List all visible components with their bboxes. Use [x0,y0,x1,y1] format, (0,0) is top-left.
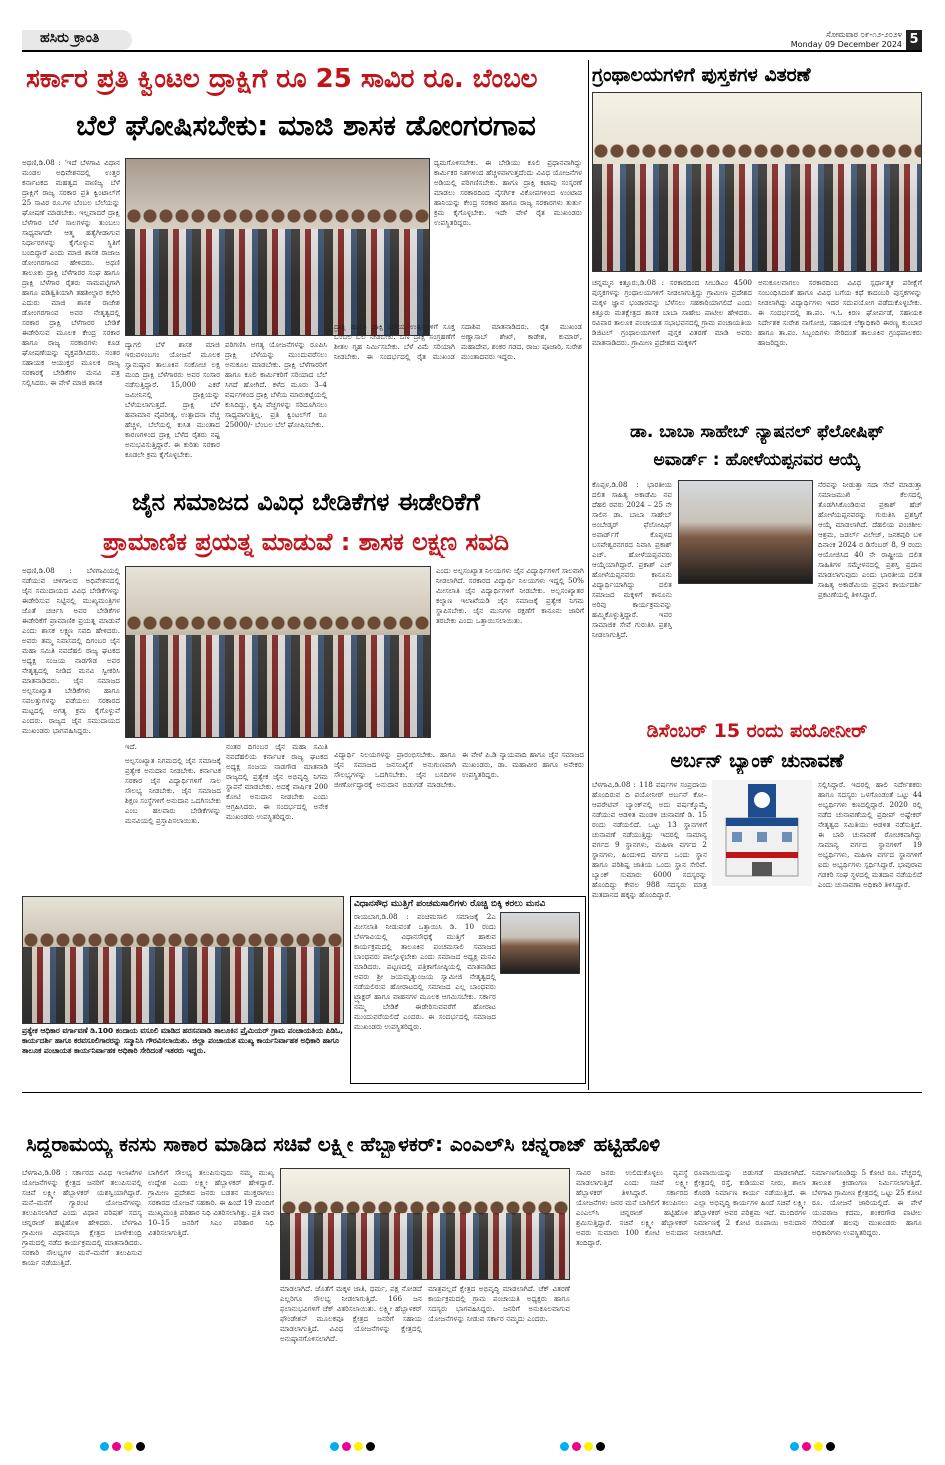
story3-column-1: ಕೊಪ್ಪಳ,ಡಿ.08 : ಭಾರತೀಯ ದಲಿತ ಸಾಹಿತ್ಯ ಅಕಾಡೆಮಿ ನವ ದೆಹಲಿ ರವರು 2024 – 25 ನೇ ಸಾಲಿನ ಡಾ. ಬಾಬಾ ಸಾಹೇಬ್ ಅಂಬೇಡ್ಕರ್ ಫೆಲೋಷಿಫ್ ಅವಾರ್ಡ್‌ಗೆ ಕೊಪ್ಪಳದ ಬಸವೇಶ್ವರನಗರದ ನಿವಾಸಿ ಪ್ರಕಾಶ್ ಎಚ್. ಹೋಳೆಯಪ್ಪನವರು ಆಯ್ಕೆಯಾಗಿದ್ದಾರೆ. ಪ್ರಕಾಶ್ ಎಚ್ ಹೋಳೆಯಪ್ಪನವರು ಕಾನೂನು ವಿದ್ಯಾರ್ಥಿಯಾಗಿದ್ದು ದಲಿತ ಸಮಾಜದ ಮಕ್ಕಳಿಗೆ ಕಾನೂನು ಅರಿವು ಕಾರ್ಯಕ್ರಮವನ್ನು ಹಮ್ಮಿಕೊಳ್ಳುತ್ತಿದ್ದಾರೆ. ಇವರ ಸಾಮಾಜಿಕ ಸೇವೆ ಗುರುತಿಸಿ ಪ್ರಶಸ್ತಿ ನೀಡಲಾಗುತ್ತಿದೆ. [592,480,672,639]
yellow-mark [584,1442,593,1451]
yellow-mark [124,1442,133,1451]
magenta-mark [342,1442,351,1451]
story2-photo-book-distribution [592,92,922,272]
story2-photo-people [593,164,921,271]
story4-column-1: ಅಥಣಿ,ಡಿ.08 : ಬೆಳಗಾವಿಯಲ್ಲಿ ನಡೆಯುವ ಚಳಿಗಾಲದ ಅಧಿವೇಶನದಲ್ಲಿ ಜೈನ ಸಮುದಾಯದ ವಿವಿಧ ಬೇಡಿಕೆಗಳನ್ನು ಈಡೇರಿಸುವ ನಿಟ್ಟಿನಲ್ಲಿ ಮುಖ್ಯಮಂತ್ರಿಗಳ ಜೊತೆ ಚರ್ಚಿಸಿ ಅವರ ಬೇಡಿಕೆಗಳ ಈಡೇರಿಕೆಗೆ ಪ್ರಾಮಾಣಿಕ ಪ್ರಯತ್ನ ಮಾಡುವೆ ಎಂದು ಶಾಸಕ ಲಕ್ಷ್ಮಣ ಸವದಿ ಹೇಳಿದರು. ಅವರು ತಮ್ಮ ನಿವಾಸದಲ್ಲಿ ದಿಗಂಬರ ಜೈನ ಮಹಾ ಸಮಿತಿ ನವದೆಹಲಿ ರಾಜ್ಯ ಘಟಕದ ಅಧ್ಯಕ್ಷ ಸಂಜಯ ನಾಡಗೌಡ ಅವರ ನೇತೃತ್ವದಲ್ಲಿ ನೀಡಿದ ಮನವಿ ಸ್ವೀಕರಿಸಿ ಮಾತನಾಡಿದರು. ಜೈನ ಸಮಾಜದ ಅಲ್ಪಸಂಖ್ಯಾತ ಬೇಡಿಕೆಗಳು ಹಾಗೂ ಸವಲತ್ತುಗಳನ್ನು ಪಡೆಯಲು ಸರಕಾರದ ಮಟ್ಟದಲ್ಲಿ ಅಗತ್ಯ ಕ್ರಮ ಕೈಗೊಳ್ಳುವೆ ಎಂದರು. ರಾಜ್ಯದ ಜೈನ ಸಮುದಾಯದ ಮುಖಂಡರು ಭಾಗವಹಿಸಿದ್ದರು. [22,566,120,735]
story3-headline-line2: ಅವಾರ್ಡ್ : ಹೋಳೆಯಪ್ಪನವರ ಆಯ್ಕೆ [653,450,861,470]
story8-column-5: ಸಾವಿರ ಜನರು ಉಲಿದುಕೊಳ್ಳಲು ವ್ಯವಸ್ಥೆ ಮಾಡಲಾಗುತ್ತಿದೆ ಎಂದು ಸಚಿವೆ ಲಕ್ಷ್ಮೀ ಹೆಬ್ಬಾಳಕರ್ ತಿಳಿಸಿದ್ದಾರೆ. ಸರ್ಕಾರದ ಯೋಜನೆಗಳು ಜನರ ಮನೆ ಬಾಗಿಲಿಗೆ ತಲುಪಿಸಲು ಎಂಎಲ್‌ಸಿ ಚನ್ನರಾಜ್ ಹಟ್ಟಿಹೊಳಿ ಶ್ರಮಿಸುತ್ತಿದ್ದಾರೆ. ಸಚಿವೆ ಲಕ್ಷ್ಮೀ ಹೆಬ್ಬಾಳಕರ್ ಅವರು ಸುಮಾರು 100 ಕೋಟಿ ಅನುದಾನ ತಂದಿದ್ದಾರೆ. [576,1168,688,1247]
cyan-mark [100,1442,109,1451]
cmyk-registration-marks-4 [790,1442,835,1451]
story1-column-4: ದ್ಯಮಗೊಳಿಸಬೇಕು. ಈ ಬೇಡಿಯು ಕೂಲಿ ಪ್ರಧಾನವಾಗಿದ್ದು ಕಾರ್ಮಿಕರ ನಿಶಗಳಿಂದ ಹೆಚ್ಚಳವಾಗುತ್ತದೆಂದು ವಿವಿಧ ಯೋಜನೆಗಳ ಅಡಿಯಲ್ಲಿ ಪರಿಗಣಿಸಬೇಕು. ಹಾಗೂ ದ್ರಾಕ್ಷಿ ಕಟಾವು ಸಂಸ್ಕರಣೆ ಮಾಡಲು ಸರಕಾರದಿಂದ ನೈಸರ್ಗಿಕ ವಿಕೋಪಗಳಿಂದ ಉಂಟಾದ ಹಾನಿಯನ್ನು ಕೇಂದ್ರ ಸರಕಾರ ಹಾಗೂ ರಾಜ್ಯ ಸರಕಾರಗಳು ತುರ್ತು ಕ್ರಮ ಕೈಗೊಳ್ಳಬೇಕು. ಇದೇ ವೇಳೆ ರೈತ ಮುಖಂಡರು ಉಪಸ್ಥಿತರಿದ್ದರು. [434,158,582,227]
newspaper-brand: ಹಸಿರು ಕ್ರಾಂತಿ [40,30,100,46]
story1-column-2: ದ್ಯಾಗಲಿ ಬೆಳೆ ಶಾಸಕ ಮಾಜಿ ಇರುವಳಂಬಗಂ ಯೋಜನೆ ಮೂಲಕ ಸ್ವಾನುಷ್ಠಾನ ತಾಲೂಕಿನ ಸಂಕೋಚ ಲಕ್ಷ ಮಂದಿ ದ್ರಾಕ್ಷಿ ಬೆಳೆಗಾರರು ಅವರ ಸಂಸಾರ ನಡೆಸುತ್ತಿದ್ದಾರೆ. 15,000 ಎಕರೆ ಜಮೀನಿನಲ್ಲಿ ದ್ರಾಕ್ಷಿಯನ್ನು ಬೆಳೆಯಲಾಗುತ್ತದೆ. ದ್ರಾಕ್ಷಿ ಬೆಳೆ ಹವಾಮಾನ ವೈಪರೀತ್ಯ, ಉತ್ಪಾದನಾ ವೆಚ್ಚ ಹೆಚ್ಚಳ, ಬೆಲೆಯಲ್ಲಿ ಕುಸಿತ ಮುಂತಾದ ಕಾರಣಗಳಿಂದ ದ್ರಾಕ್ಷಿ ಬೆಳೆದ ರೈತರು ನಷ್ಟ ಅನುಭವಿಸುತ್ತಿದ್ದಾರೆ. ಈ ಕುರಿತು ಸರಕಾರ ಕೂಡಲೇ ಕ್ರಮ ಕೈಗೊಳ್ಳಬೇಕು. [125,340,220,459]
story8-column-3: ಮಾಡಲಾಗಿದೆ. ಜೊತೆಗೆ ಮಕ್ಕಳ ಜಾತಿ, ಧರ್ಮ, ಪಕ್ಷ ನೋಡದೆ ಎಲ್ಲರಿಗೂ ಸೌಲಭ್ಯ ನೀಡಲಾಗುತ್ತಿದೆ. 166 ಜನ ಫಲಾನುಭವಿಗಳಿಗೆ ಚೆಕ್ ವಿತರಿಸಲಾಯಿತು. ಲಕ್ಷ್ಮೀ ಹೆಬ್ಬಾಳಕರ್ ಫೌಂಡೇಶನ್ ಮೂಲಕವೂ ಕ್ಷೇತ್ರದ ಜನರಿಗೆ ಸಹಾಯ ಮಾಡಲಾಗುತ್ತಿದೆ. ವಿವಿಧ ಯೋಜನೆಗಳನ್ನು ಕ್ಷೇತ್ರದಲ್ಲಿ ಅನುಷ್ಠಾನಗೊಳಿಸಲಾಗಿದೆ. [280,1284,422,1343]
story7-photo-felicitation [22,896,344,1024]
story5-column-1: ಬೆಳಗಾವಿ,ಡಿ.08 : 118 ವರ್ಷಗಳ ಸಂಪ್ರದಾಯ ಹೊಂದಿರುವ ದಿ ಪಯೋನೀರ್ ಅರ್ಬನ್ ಕೋ–ಆಪರೇಟಿವ್ ಬ್ಯಾಂಕ್‌ನಲ್ಲಿ ಅದು ವರ್ಷಕ್ಕೊಮ್ಮೆ ನಡೆಯುವ ಆಡಳಿತ ಮಂಡಳಿ ಚುನಾವಣೆ ಡಿ. 15 ರಂದು ನಡೆಯಲಿದೆ. ಒಟ್ಟು 13 ಸ್ಥಾನಗಳಿಗೆ ಚುನಾವಣೆ ನಡೆಯುತ್ತಿದ್ದು ಇದರಲ್ಲಿ ಸಾಮಾನ್ಯ ವರ್ಗದ 9 ಸ್ಥಾನಗಳು, ಮಹಿಳಾ ವರ್ಗದ 2 ಸ್ಥಾನಗಳು, ಹಿಂದುಳಿದ ವರ್ಗದ ಒಂದು ಸ್ಥಾನ ಹಾಗೂ ಪರಿಶಿಷ್ಟ ಜಾತಿಯ ಒಂದು ಸ್ಥಾನ ಸೇರಿವೆ. ಬ್ಯಾಂಕ್ ಸುಮಾರು 6000 ಸದಸ್ಯರನ್ನು ಹೊಂದಿದ್ದು ಕೇವಲ 988 ಸದಸ್ಯರು ಮಾತ್ರ ಮತದಾನದ ಹಕ್ಕನ್ನು ಹೊಂದಿದ್ದಾರೆ. [592,780,707,899]
story1-column-1: ಅಥಣಿ,ಡಿ.08 : ‘ಇದೆ ಬೆಳಗಾವಿ ವಿಧಾನ ಮಂಡಲ ಅಧಿವೇಶನದಲ್ಲಿ ಉತ್ತರ ಕರ್ನಾಟಕದ ಮಹತ್ವದ ವಾಣಿಜ್ಯ ಬೆಳೆ ದ್ರಾಕ್ಷಿಗೆ ರಾಜ್ಯ ಸರಕಾರ ಪ್ರತಿ ಕ್ವಿಂಟಾಲ್‌ಗೆ 25 ಸಾವಿರ ರೂ.ಗಳ ಬೆಂಬಲ ಬೆಲೆಯನ್ನು ಘೋಷಣೆ ಮಾಡಬೇಕು. ಇಲ್ಲವಾದರೆ ದ್ರಾಕ್ಷಿ ಬೆಳೆಗಾರ ಬೆಳೆ ಸಾಲಗಳನ್ನು ತುಂಬಲು ಸಾಧ್ಯವಾಗದೇ ಆತ್ಮ ಹತ್ಯೆಗೀಡಾಗುವ ನಿರ್ಧಾರಗಳನ್ನು ಕೈಗೊಳ್ಳುವ ಸ್ಥಿತಿಗೆ ಬಂದಿದ್ದಾರೆ ಎಂದು ಮಾಜಿ ಶಾಸಕ ರಾಜಾಜ ಡೋಂಗರಗಾಂವ ಹೇಳಿದರು. ಅಥಣಿ ತಾಲೂಕು ದ್ರಾಕ್ಷಿ ಬೆಳೆಗಾರರ ಸಂಘ ಹಾಗೂ ದ್ರಾಕ್ಷಿ ಬೆಳೆಗಾರ ರೈತರು ನಾಮಪಟ್ಟಿಗಾಗಿ ಹಾಗೂ ಪಡಿತ್ವಿತಿಯಾಗಿ ತಹಶೀಲ್ದಾರ ಕಛೇರಿ ಎದುರು ಮಾಜಿ ಶಾಸಕ ರಾಜೇಶ ಡೋಂಗರಗಾಂವ ಅವರ ನೇತೃತ್ವದಲ್ಲಿ ಸರಕಾರ ದ್ರಾಕ್ಷಿ ಬೆಳೆಗಾರರ ಬೇಡಿಕೆ ಈಡೇರಿಸುವ ಮೂಲಕ ಕೇಂದ್ರ ಸರಕಾರ ಹಾಗೂ ರಾಜ್ಯ ಸರಕಾರಗಳು ಕೂಡ ಘೋಷಣೆಯನ್ನು ವ್ಯಕ್ತಪಡಿಸಿದರು. ನಂತರ ಸಹಾಯಕ ಆಯುಕ್ತರ ಮೂಲಕ ರಾಜ್ಯ ಸರಕಾರಕ್ಕೆ ಬೇಡಿಕೆಗಳ ಮನವಿ ಪತ್ರ ಸಲ್ಲಿಸಿದರು. ಈ ವೇಳೆ ಮಾಜಿ ಶಾಸಕ [22,158,120,387]
story2-headline: ಗ್ರಂಥಾಲಯಗಳಿಗೆ ಪುಸ್ತಕಗಳ ವಿತರಣೆ [592,64,811,86]
story8-photo-people [281,1213,569,1279]
story5-photo-bank-building [712,780,812,886]
story6-column-1: ರಾಯಬಾಗ,ಡಿ.08 : ಪಂಚಮಸಾಲಿ ಸಮಾಜಕ್ಕೆ 2ಎ ಮೀಸಲಾತಿ ನೀಡುವಂತೆ ಒತ್ತಾಯಿಸಿ ಡಿ. 10 ರಂದು ಬೆಳಗಾವಿಯಲ್ಲಿ ವಿಧಾನಸೌಧಕ್ಕೆ ಮುತ್ತಿಗೆ ಹಾಕುವ ಕಾರ್ಯಕ್ರಮದಲ್ಲಿ ತಾಲೂಕಿನ ಪಂಚಮಸಾಲಿ ಸಮಾಜದ ಬಾಂಧವರು ಪಾಲ್ಗೊಳ್ಳಬೇಕು ಎಂದು ಸಮಾಜದ ಅಧ್ಯಕ್ಷ ಮನವಿ ಮಾಡಿದರು. ಪಟ್ಟಣದಲ್ಲಿ ಪತ್ರಿಕಾಗೋಷ್ಠಿಯಲ್ಲಿ ಮಾತನಾಡಿದ ಅವರು ಶ್ರೀ ಜಯಮೃತ್ಯುಂಜಯ ಸ್ವಾಮೀಜಿ ನೇತೃತ್ವದಲ್ಲಿ ನಡೆಯಲಿರುವ ಹೋರಾಟದಲ್ಲಿ ಸಮಾಜದ ಎಲ್ಲ ಬಾಂಧವರು ಟ್ರ್ಯಾಕ್ಟರ್ ಹಾಗೂ ವಾಹನಗಳ ಮೂಲಕ ಆಗಮಿಸಬೇಕು. ಸರ್ಕಾರ ನಮ್ಮ ಬೇಡಿಕೆ ಈಡೇರಿಸುವವರೆಗೆ ಹೋರಾಟ ಮುಂದುವರೆಯಲಿದೆ ಎಂದರು. ಈ ಸಂದರ್ಭದಲ್ಲಿ ಸಮಾಜದ ಮುಖಂಡರು ಉಪಸ್ಥಿತರಿದ್ದರು. [354,912,496,1031]
story7-photo-people [23,947,343,1023]
story8-column-7: ನಿರ್ಮಾಣಗೊಂಡಿದ್ದು 5 ಕೋಟಿ ರೂ. ವೆಚ್ಚದಲ್ಲಿ ತಾಲೂಕ ಕ್ರೀಡಾಂಗಣ ನಿರ್ಮಿಸಲಾಗುತ್ತಿದೆ. ಬೆಳಗಾವಿ ಗ್ರಾಮೀಣ ಕ್ಷೇತ್ರದಲ್ಲಿ ಒಟ್ಟು 25 ಕೋಟಿ ರೂ. ಯೋಜನೆ ಜಾರಿಯಲ್ಲಿದೆ. ಈ ವೇಳೆ ಯುವರಾಜ ಕದಮ, ಶಂಕರಗೌಡ ಪಾಟೀಲ ಸೇರಿದಂತೆ ಹಲವು ಮುಖಂಡರು ಹಾಗೂ ಅಧಿಕಾರಿಗಳು ಉಪಸ್ಥಿತರಿದ್ದರು. [812,1168,922,1237]
yellow-mark [814,1442,823,1451]
section-divider [22,1092,922,1093]
story4-headline-line2: ಪ್ರಾಮಾಣಿಕ ಪ್ರಯತ್ನ ಮಾಡುವೆ : ಶಾಸಕ ಲಕ್ಷ್ಮಣ ಸವದಿ [102,528,510,556]
story1-headline-line2: ಬೆಲೆ ಘೋಷಿಸಬೇಕು: ಮಾಜಿ ಶಾಸಕ ಡೋಂಗರಗಾವ [76,109,536,142]
story8-column-4: ಮಾತ್ರವಲ್ಲದೆ ಕ್ಷೇತ್ರದ ಅಭಿವೃದ್ಧಿ ಮಾಡಲಾಗಿದೆ. ಚೆಕ್ ವಿತರಣೆ ಕಾರ್ಯಕ್ರಮದಲ್ಲಿ ಗ್ರಾಮ ಪಂಚಾಯತಿ ಅಧ್ಯಕ್ಷರು ಹಾಗೂ ಸದಸ್ಯರು ಭಾಗವಹಿಸಿದ್ದರು. ಜನರಿಗೆ ಅನುಕೂಲವಾಗುವ ಯೋಜನೆಗಳನ್ನು ನೀಡುವ ಸರ್ಕಾರ ನಮ್ಮದು ಎಂದರು. [428,1284,570,1323]
black-mark [596,1442,605,1451]
story8-column-2: ಬಾಗಿಲಿಗೆ ಸೌಲಭ್ಯ ತಲುಪಿಸುವುದು ನಮ್ಮ ಮುಖ್ಯ ಉದ್ದೇಶ ಎಂದು ಲಕ್ಷ್ಮೀ ಹೆಬ್ಬಾಳಕರ್ ಹೇಳಿದ್ದಾರೆ. ಗ್ರಾಮೀಣ ಪ್ರದೇಶದ ಜನರು ಬಡತನ ಮುಕ್ತರಾಗಲು ಸರಕಾರದ ಯೋಜನೆ ಸಹಕಾರಿ. ಈ ಹಿಂದೆ 19 ಮಂದಿಗೆ ಮುಖ್ಯಮಂತ್ರಿ ಪರಿಹಾರ ನಿಧಿ ವಿತರಿಸಲಾಗಿತ್ತು. ಪ್ರತಿ ವಾರ 10–15 ಜನರಿಗೆ ಸಿಎಂ ಪರಿಹಾರ ನಿಧಿ ವಿತರಿಸಲಾಗುತ್ತಿದೆ. [148,1168,274,1237]
cmyk-registration-marks-2 [330,1442,375,1451]
story8-column-1: ಬೆಳಗಾವಿ,ಡಿ.08 : ಸರ್ಕಾರದ ವಿವಿಧ ಇಲಾಖೆಗಳ ಯೋಜನೆಗಳನ್ನು ಕ್ಷೇತ್ರದ ಜನರಿಗೆ ತಲುಪಿಸುವಲ್ಲಿ ಸಚಿವೆ ಲಕ್ಷ್ಮೀ ಹೆಬ್ಬಾಳಕರ್ ಯಶಸ್ವಿಯಾಗಿದ್ದಾರೆ. ಮನೆ–ಮನೆಗೆ ಗ್ಯಾರಂಟಿ ಯೋಜನೆಗಳನ್ನು ತಲುಪಿಸಲಾಗಿದೆ ಎಂದು ವಿಧಾನ ಪರಿಷತ್ ಸದಸ್ಯ ಚನ್ನರಾಜ್ ಹಟ್ಟಿಹೊಳಿ ಹೇಳಿದರು. ಬೆಳಗಾವಿ ಗ್ರಾಮೀಣ ವಿಧಾನಸಭಾ ಕ್ಷೇತ್ರದ ಬಾಳೇಕುಂದ್ರಿ ಗ್ರಾಮದಲ್ಲಿ ನಡೆದ ಕಾರ್ಯಕ್ರಮದಲ್ಲಿ ಮಾತನಾಡಿದರು. ಸರಕಾರಿ ಸೌಲಭ್ಯಗಳ ಮನೆ–ಮನೆಗೆ ತಲುಪಿಸುವ ಕಾರ್ಯ ನಡೆಯುತ್ತಿದೆ. [22,1168,142,1267]
story3-column-2: ನೆರವನ್ನು ನೀಡುತ್ತಾ ಸದಾ ಸೇವೆ ಮಾಡುತ್ತಾ ಸಮಾಜಮುಖಿ ಕೆಲಸದಲ್ಲಿ ತೊಡಗಿಸಿಕೊಂಡಿರುವ ಪ್ರಕಾಶ್ ಹೆಚ್ ಹೋಳೆಯಪ್ಪನವರನ್ನು ಗುರುತಿಸಿ ಪ್ರಶಸ್ತಿಗೆ ಆಯ್ಕೆ ಮಾಡಲಾಗಿದೆ. ದೆಹಲಿಯ ಪಂಚಶೀಲ ಆಶ್ರಮ, ಜಡರ್ಲ್ ವಿಲೇಜ್, ಜನಕಪುರಿ ಬಳಿ ದಿನಾಂಕ 2024 ರ ಡಿಸೆಂಬರ್ 8, 9 ರಂದು ಆಯೋಜಿಸಿದ 40 ನೇ ರಾಷ್ಟ್ರೀಯ ದಲಿತ ಸಾಹಿತಿಗಳ ಸಮ್ಮೇಳನದಲ್ಲಿ ಪ್ರಶಸ್ತಿ ಪ್ರದಾನ ಮಾಡಲಾಗುವುದು ಎಂದು ಭಾರತೀಯ ದಲಿತ ಸಾಹಿತ್ಯ ಅಕಾಡೆಮಿಯ ಪ್ರಧಾನ ಕಾರ್ಯದರ್ಶಿ ಪ್ರಕಟಣೆಯಲ್ಲಿ ತಿಳಿಸಿದ್ದಾರೆ. [818,480,922,599]
masthead [22,30,922,52]
story6-column-2 [500,978,582,1080]
story3-headline-line1: ಡಾ. ಬಾಬಾ ಸಾಹೇಬ್ ನ್ಯಾಷನಲ್ ಫೆಲೋಷಿಫ್ [629,422,884,442]
cmyk-registration-marks-3 [560,1442,605,1451]
story2-column-2: ಅನುಕೂಲವಾಗಲು ಸರಕಾರದಿಂದ ವಿವಿಧ ಸ್ಪರ್ಧಾತ್ಮಕ ಪರೀಕ್ಷೆಗೆ ಸಂಬಂಧಿಸಿದಂತೆ ಹಾಗೂ ವಿವಿಧ ಬಗೆಯ ಕಥೆ ಕಾದಂಬರಿ ಪುಸ್ತಕಗಳನ್ನು ನೀಡಲಾಗಿದ್ದು ವಿದ್ಯಾರ್ಥಿಗಳು ಇದರ ಸದುಪಯೋಗ ಪಡೆದುಕೊಳ್ಳಬೇಕು. ಈ ಸಂದರ್ಭದಲ್ಲಿ ತಾ.ಪಂ. ಇ.ಓ ಕಿರಣ ಘೋರ್ಪಡೆ, ಸಹಾಯಕ ನಿರ್ದೇಶಕ ಸುರೇಶ ನಾಗೋಜಿ, ಸಹಾಯಕ ಲೆಕ್ಕಾಧಿಕಾರಿ ಈರಣ್ಣ ಕುಂಬಾರ ಹಾಗೂ ತಾ.ಪಂ. ಸಿಬ್ಬಂದಿಗಳು ಸೇರಿದಂತೆ ತಾಲೂಕಿನ ಗ್ರಂಥಪಾಲಕರು ಹಾಜರಿದ್ದರು. [758,278,922,347]
yellow-mark [354,1442,363,1451]
magenta-mark [802,1442,811,1451]
magenta-mark [112,1442,121,1451]
story8-column-6: ರೂಪಾಯಿಯನ್ನು ಬಿಡುಗಡೆ ಮಾಡಲಾಗಿದೆ. ಕ್ಷೇತ್ರದಲ್ಲಿ ರಸ್ತೆ, ಕುಡಿಯುವ ನೀರು, ಶಾಲಾ ಕೊಠಡಿ ನಿರ್ಮಾಣ ಕಾರ್ಯ ನಡೆಯುತ್ತಿದೆ. ಈ ಎಲ್ಲಾ ಅಭಿವೃದ್ಧಿ ಕಾರ್ಯಗಳ ಹಿಂದೆ ಸಚಿವೆ ಲಕ್ಷ್ಮೀ ಹೆಬ್ಬಾಳಕರ್ ಅವರ ಪರಿಶ್ರಮ ಇದೆ. ಮಂದಿರಗಳ ನಿರ್ಮಾಣಕ್ಕೆ 2 ಕೋಟಿ ರೂಪಾಯಿ ಅನುದಾನ ನೀಡಲಾಗಿದೆ. [694,1168,806,1237]
story2-column-1: ಚನ್ನಮ್ಮನ ಕಿತ್ತೂರು,ಡಿ.08 : ಸರಕಾರದಿಂದ ಸೀಬಡಿಎಂ 4500 ಪುಸ್ತಕಗಳನ್ನು ಗ್ರಂಥಾಲಯಗಳಿಗೆ ನೀಡಲಾಗುತ್ತಿದ್ದು ಗ್ರಾಮೀಣ ಪ್ರದೇಶದ ಮಕ್ಕಳ ಜ್ಞಾನ ಭಂಡಾರವನ್ನು ಬೆಳೆಸಲು ಸಹಕಾರಿಯಾಗಲಿದೆ ಎಂದು ಕಿತ್ತೂರು ಮತಕ್ಷೇತ್ರದ ಶಾಸಕ ಬಾಬಾ ಸಾಹೇಬ ಪಾಟೀಲ ಹೇಳಿದರು. ರವಿವಾರ ತಾಲೂಕ ಪಂಚಾಯತ ಸಭಾಭವನದಲ್ಲಿ ಗ್ರಾಮ ಪಂಚಾಯತಿಯ ಡಿಜಿಟಲ್ ಗ್ರಂಥಾಲಯಗಳಿಗೆ ಪುಸ್ತಕ ವಿತರಣೆ ಮಾಡಿ ಅವರು ಮಾತನಾಡಿದರು. ಗ್ರಾಮೀಣ ಪ್ರದೇಶದ ಮಕ್ಕಳಿಗೆ [592,278,752,347]
story5-column-1b [712,890,812,1090]
cyan-mark [790,1442,799,1451]
story1-photo-crowd [126,229,429,335]
black-mark [136,1442,145,1451]
story1-column-5: ದ್ರಾಕ್ಷಿ ಹಾಗೂ ದ್ರಾಕ್ಷಿ ಬೆಳೆಯ ಉತ್ಪನ್ನಗಳಿಗೆ ಸೂಕ್ತ ಬೆಂಬಲ ಬೆಲೆ ನೀಡಬೇಕು. ಒಣ ದ್ರಾಕ್ಷಿ ಸಂಗ್ರಹಣೆಗೆ ಶೀತಲ ಗೃಹ ನಿರ್ಮಿಸಬೇಕು. ಬೆಳೆ ವಿಮೆ ಸರಿಯಾಗಿ ನೀಡಬೇಕು. ಈ ಸಂದರ್ಭದಲ್ಲಿ ರೈತ ಮುಖಂಡ ಸದಾಶಿವ ಮಾತನಾಡಿದರು. ರೈತ ಮುಖಂಡ ಅಣ್ಣಾಸಾಬ್ ಶೇಖ್, ಕಾಡೇಶ, ಕುಮಾರ್, ಮಹಾದೇವ, ಶಂಕರ ಗಡದ, ರಾಜು ಪೂಜಾರಿ, ಸುರೇಶ ಮುಂತಾದವರು ಇದ್ದರು. [334,322,582,361]
story5-headline-line1: ಡಿಸೆಂಬರ್ 15 ರಂದು ಪಯೋನೀರ್ [646,720,868,742]
story4-headline-line1: ಜೈನ ಸಮಾಜದ ವಿವಿಧ ಬೇಡಿಕೆಗಳ ಈಡೇರಿಕೆಗೆ [131,488,480,516]
story6-photo-portrait [500,912,580,974]
story4-photo-caption: ಇದೆ. [125,742,137,751]
story5-headline-line2: ಅರ್ಬನ್ ಬ್ಯಾಂಕ್ ಚುನಾವಣೆ [670,750,844,772]
story4-column-4: ಎಂದು ಅಲ್ಪಸಂಖ್ಯಾತ ನಿಲಯಗಳು ಜೈನ ವಿದ್ಯಾರ್ಥಿಗಳಿಗೆ ಸಾಲವಾಗಿ ನೀಡಲಾಗಿದೆ. ಸರಕಾರದ ವಿದ್ಯಾರ್ಥಿ ನಿಲಯಗಳು ಇದ್ದಲ್ಲಿ 50% ಮೀಸಲಾತಿ ಜೈನ ವಿದ್ಯಾರ್ಥಿಗಳಿಗೆ ನೀಡಬೇಕು. ಅಲ್ಪಸಂಖ್ಯಾತರ ಕಲ್ಯಾಣ ಇಲಾಖೆಯಡಿ ಜೈನ ಸಮಾಜಕ್ಕೆ ಪ್ರತ್ಯೇಕ ನಿಗಮ ಸ್ಥಾಪಿಸಬೇಕು. ಜೈನ ಮುನಿಗಳ ರಕ್ಷಣೆಗೆ ಕಾನೂನು ಜಾರಿಗೆ ತರಬೇಕು ಎಂದು ಒತ್ತಾಯಿಸಲಾಯಿತು. [436,566,584,625]
story4-column-2: ಅಲ್ಪಸಂಖ್ಯಾತ ನಿಗಮದಲ್ಲಿ ಜೈನ ಸಮಾಜಕ್ಕೆ ಪ್ರತ್ಯೇಕ ಅನುದಾನ ನೀಡಬೇಕು. ಕರ್ನಾಟಕ ಸರಕಾರ ಜೈನ ವಿದ್ಯಾರ್ಥಿಗಳಿಗೆ ಸಾಲ ಸೌಲಭ್ಯ ನೀಡಬೇಕು. ಜೈನ ಸಮಾಜದ ಶಿಕ್ಷಣ ಸಂಸ್ಥೆಗಳಿಗೆ ಅನುದಾನ ಒದಗಿಸಬೇಕು ಎಂಬ ಹಲವಾರು ಬೇಡಿಕೆಗಳನ್ನು ಮನವಿಯಲ್ಲಿ ಪ್ರಸ್ತಾಪಿಸಲಾಯಿತು. [125,756,221,825]
story5-column-2: ಸಲ್ಲಿಸಿದ್ದಾರೆ. ಇದರಲ್ಲಿ ಹಾಲಿ ನಿರ್ದೇಶಕರು ಹಾಗೂ ಸದಸ್ಯರು ಒಳಗೊಂಡಂತೆ ಒಟ್ಟು 44 ಅಭ್ಯರ್ಥಿಗಳು ಕಣದಲ್ಲಿದ್ದಾರೆ. 2020 ರಲ್ಲಿ ನಡೆದ ಚುನಾವಣೆಯಲ್ಲಿ ಪ್ರದೀಪ್ ಅಷ್ಟೇಕರ್ ನೇತೃತ್ವದ ಸಮಿತಿಯು ಆಡಳಿತ ನಡೆಸುತ್ತಿದೆ. ಈ ಬಾರಿ ಚುನಾವಣೆ ರೋಚಕವಾಗಿದ್ದು ಸಾಮಾನ್ಯ ವರ್ಗದ ಸ್ಥಾನಗಳಿಗೆ 19 ಅಭ್ಯರ್ಥಿಗಳು, ಮಹಿಳಾ ವರ್ಗದ ಸ್ಥಾನಗಳಿಗೆ ಐದು ಅಭ್ಯರ್ಥಿಗಳು ಸ್ಪರ್ಧಿಸಿದ್ದಾರೆ. ಭಾವುರಾವ ಗಡಕರಿ ಸಂಘ ಸ್ಥಳದಲ್ಲಿ ಮತದಾನ ನಡೆಯಲಿದೆ ಎಂದು ಚುನಾವಣಾ ಅಧಿಕಾರಿ ತಿಳಿಸಿದ್ದಾರೆ. [818,780,922,889]
issue-date-kannada: ಸೋಮವಾರ ೦೯-೧೨-೨೦೨೪ [826,30,902,39]
story1-photo-protest [125,158,430,336]
story3-photo-portrait [678,480,813,584]
story4-photo-people [126,635,430,737]
black-mark [826,1442,835,1451]
bank-building-illustration [712,780,812,886]
cyan-mark [560,1442,569,1451]
issue-date [791,30,902,50]
black-mark [366,1442,375,1451]
cmyk-registration-marks-1 [100,1442,145,1451]
story4-column-3: ನಂತರ ದಿಗಂಬರ ಜೈನ ಮಹಾ ಸಮಿತಿ ನವದೆಹಲಿಯ ಕರ್ನಾಟಕ ರಾಜ್ಯ ಘಟಕದ ಅಧ್ಯಕ್ಷ ಸಂಜಯ ನಾಡಗೌಡ ಮಾತನಾಡಿ ರಾಜ್ಯದಲ್ಲಿ ಪ್ರತ್ಯೇಕ ಜೈನ ಅಭಿವೃದ್ಧಿ ನಿಗಮ ಸ್ಥಾಪನೆ ಮಾಡಬೇಕು. ಅದಕ್ಕೆ ವಾರ್ಷಿಕ 200 ಕೋಟಿ ಅನುದಾನ ನೀಡಬೇಕು ಎಂದು ಆಗ್ರಹಿಸಿದರು. ಈ ಸಂದರ್ಭದಲ್ಲಿ ಅನೇಕ ಮುಖಂಡರು ಉಪಸ್ಥಿತರಿದ್ದರು. [226,742,328,821]
story1-headline-line1: ಸರ್ಕಾರ ಪ್ರತಿ ಕ್ವಿಂಟಲ ದ್ರಾಕ್ಷಿಗೆ ರೂ 25 ಸಾವಿರ ರೂ. ಬೆಂಬಲ [26,64,538,94]
magenta-mark [572,1442,581,1451]
story1-column-3: ಪರಿಗಣಿಸಿ ಅಗತ್ಯ ಯೋಜನೆಗಳನ್ನು ರೂಪಿಸಿ ದ್ರಾಕ್ಷಿ ಬೆಳೆಯನ್ನು ಮುಂದುವರೆಸಲು ಅನುಕೂಲ ಮಾಡಬೇಕು. ದ್ರಾಕ್ಷಿ ಬೆಳೆಗಾರರಿಗೆ ಹಾಗೂ ಕೂಲಿ ಕಾರ್ಮಿಕರಿಗೆ ಸರಿಯಾದ ಬೆಲೆ ಸಿಗದೆ ಹೋಗಿದೆ. ಕಳೆದ ಮೂರು 3–4 ವರ್ಷಗಳಿಂದ ದ್ರಾಕ್ಷಿ ಬೆಳೆಯ ಮಾರುಕಟ್ಟೆಯಲ್ಲಿ ಕುಸಿದಿದ್ದು, ಕೃಷಿ ವೆಚ್ಚಗಳನ್ನು ಸರಿದೂಗಿಸಲು ಸಾಧ್ಯವಾಗುತ್ತಿಲ್ಲ. ಪ್ರತಿ ಕ್ವಿಂಟಲ್‌ಗೆ ರೂ 25000/- ಬೆಂಬಲ ಬೆಲೆ ಘೋಷಿಸಬೇಕು. [225,340,327,429]
cyan-mark [330,1442,339,1451]
story8-headline: ಸಿದ್ದರಾಮಯ್ಯ ಕನಸು ಸಾಕಾರ ಮಾಡಿದ ಸಚಿವೆ ಲಕ್ಷ್ಮೀ ಹೆಬ್ಬಾಳಕರ್: ಎಂಎಲ್‌ಸಿ ಚನ್ನರಾಜ್ ಹಟ್ಟಿಹೊಳಿ [26,1132,661,1156]
story4-photo-jain-delegation [125,566,431,738]
issue-date-english: Monday 09 December 2024 [790,40,902,49]
vertical-column-rule [588,60,589,1090]
story6-title: ವಿಧಾನಸೌಧ ಮುತ್ತಿಗೆ ಪಂಚಮಸಾಲಿಗಳು ರೊಚ್ಚಿ ಬಿಕ್ಕಿ ಕರಲು ಮನವಿ [354,899,546,909]
story3-column-1b [678,590,813,710]
page-number: 5 [906,30,922,50]
story4-column-5: ವಿದ್ಯಾರ್ಥಿ ನಿಲಯಗಳನ್ನು ಪ್ರಾರಂಭಿಸಬೇಕು. ಹಾಗೂ ಜೈನ ಸಮಾಜದ ಜನಸಂಖ್ಯೆಗೆ ಅನುಗುಣವಾಗಿ ಸೌಲಭ್ಯಗಳನ್ನು ಒದಗಿಸಬೇಕು. ಜೈನ ಬಸದಿಗಳ ಜೀರ್ಣೋದ್ಧಾರಕ್ಕೆ ಅನುದಾನ ಬಿಡುಗಡೆ ಮಾಡಬೇಕು. ಈ ವೇಳೆ ಪಿ.ಡಿ ನ್ಯಾಯವಾದಿ ಹಾಗೂ ಜೈನ ಸಮಾಜದ ಮುಖಂಡರು, ಡಾ. ಮಹಾವೀರ ಹಾಗೂ ಅನೇಕರು ಉಪಸ್ಥಿತರಿದ್ದರು. [334,750,584,789]
story8-photo-cheque-distribution [280,1168,570,1280]
story7-photo-caption: ಪ್ರತ್ಯೇಕ ಆಧಿಕಾರ ವರ್ಗಾವಣೆ ಡಿ.100 ಕಂದಾಯ ವಸೂಲಿ ಮಾಡಿದ ಹರಸನವಾಡಿ ತಾಲೂಕಿನ ಪ್ರೈಮಿಯರ್ ಗ್ರಾಮ ಪಂಚಾಯತಿಯ ಪಿಡಿಓ, ಕಾರ್ಯದರ್ಶಿ ಹಾಗೂ ಕರವಸೂಲಿಗಾರರನ್ನು ಸನ್ಮಾನಿಸಿ ಗೌರವಿಸಲಾಯಿತು. ಜಿಲ್ಲಾ ಪಂಚಾಯತ ಮುಖ್ಯ ಕಾರ್ಯನಿರ್ವಾಹಕ ಅಧಿಕಾರಿ ಹಾಗೂ ತಾಲೂಕ ಪಂಚಾಯತ ಕಾರ್ಯನಿರ್ವಾಹಕ ಅಧಿಕಾರಿ ಸೇರಿದಂತೆ ಇತರರು ಇದ್ದರು. [22,1026,343,1055]
